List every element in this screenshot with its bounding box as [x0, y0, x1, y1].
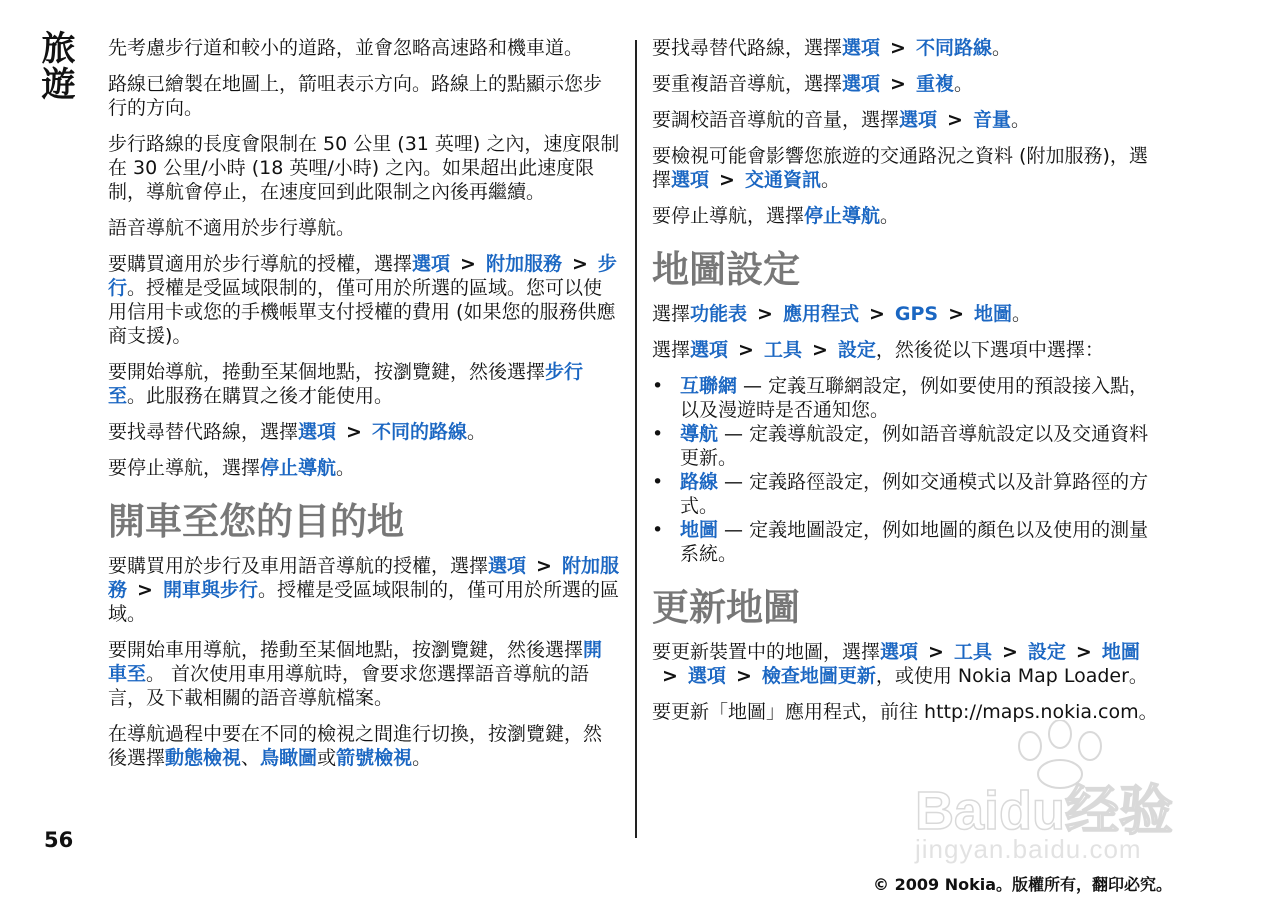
paragraph: 步行路線的長度會限制在 50 公里 (31 英哩) 之內，速度限制在 30 公里/小時 (18 英哩/小時) 之內。如果超出此速度限制，導航會停止，在速度回到此限制之內後再繼續。	[108, 133, 620, 203]
menu-link-options[interactable]: 選項	[842, 37, 881, 59]
menu-link-different-route[interactable]: 不同的路線	[371, 421, 467, 443]
menu-link-map[interactable]: 地圖	[1101, 641, 1140, 663]
text: 要停止導航，選擇	[652, 205, 805, 227]
separator: >	[571, 253, 588, 275]
paragraph	[652, 640, 1166, 688]
menu-link-settings[interactable]: 設定	[837, 339, 876, 361]
paragraph	[652, 72, 1166, 96]
menu-link-applications[interactable]: 應用程式	[782, 303, 859, 325]
paragraph	[108, 420, 620, 444]
text: 。	[412, 747, 432, 769]
text: 要開始車用導航，捲動至某個地點，按瀏覽鍵，然後選擇	[108, 639, 584, 661]
menu-link-stop-navigation[interactable]: 停止導航	[260, 457, 337, 479]
paragraph	[108, 360, 620, 408]
paragraph	[108, 456, 620, 480]
separator: >	[137, 579, 153, 601]
watermark	[905, 720, 1205, 870]
left-column	[108, 36, 620, 782]
menu-link-options[interactable]: 選項	[687, 665, 726, 687]
text: 。授權是受區域限制的，僅可用於所選的區域。您可以使用信用卡或您的手機帳單支付授權的費用 (如果您的服務供應商支援)。	[108, 277, 616, 347]
text: 要重複語音導航，選擇	[652, 73, 843, 95]
text: 要購買適用於步行導航的授權，選擇	[108, 253, 413, 275]
menu-link-walk[interactable]: 步行	[108, 253, 617, 299]
paragraph: 要更新「地圖」應用程式，前往 http://maps.nokia.com。	[652, 701, 1158, 723]
text: 。	[991, 37, 1011, 59]
menu-link-dynamic-view[interactable]: 動態檢視	[165, 747, 242, 769]
separator: >	[738, 339, 754, 361]
text: 。	[466, 421, 486, 443]
menu-link-stop-navigation[interactable]: 停止導航	[804, 205, 881, 227]
section-heading-drive: 開車至您的目的地	[108, 500, 404, 543]
separator: >	[868, 303, 885, 325]
separator: >	[928, 641, 944, 663]
text: ，或使用 Nokia Map Loader。	[875, 665, 1148, 687]
settings-list	[652, 374, 1166, 566]
menu-link-options[interactable]: 選項	[671, 169, 710, 191]
text: 。	[820, 169, 840, 191]
text: 要開始導航，捲動至某個地點，按瀏覽鍵，然後選擇	[108, 361, 546, 383]
separator: >	[890, 37, 906, 59]
text: 、	[241, 747, 261, 769]
menu-link-settings[interactable]: 設定	[1027, 641, 1066, 663]
menu-link-traffic-info[interactable]: 交通資訊	[744, 169, 821, 191]
paragraph	[652, 36, 1166, 60]
separator: >	[1075, 641, 1092, 663]
column-divider	[635, 40, 637, 838]
menu-link-arrow-view[interactable]: 箭號檢視	[336, 747, 413, 769]
list-item	[652, 422, 1166, 470]
paragraph: 路線已繪製在地圖上，箭咀表示方向。路線上的點顯示您步行的方向。	[108, 73, 603, 119]
separator: >	[1001, 641, 1018, 663]
text: 要找尋替代路線，選擇	[652, 37, 843, 59]
text: 在導航過程中要在不同的檢視之間進行切換，按瀏覽鍵，然後選擇	[108, 723, 603, 769]
menu-link-route[interactable]: 路線	[680, 471, 719, 493]
separator: >	[735, 665, 752, 687]
menu-link-volume[interactable]: 音量	[972, 109, 1011, 131]
bullet-icon: •	[652, 519, 664, 541]
separator: >	[719, 169, 735, 191]
text: 要購買用於步行及車用語音導航的授權，選擇	[108, 555, 489, 577]
menu-link-navigation[interactable]: 導航	[680, 423, 719, 445]
separator: >	[536, 555, 552, 577]
menu-link-different-route[interactable]: 不同路線	[915, 37, 992, 59]
paragraph	[108, 638, 620, 710]
section-heading-map-settings: 地圖設定	[652, 248, 800, 291]
paragraph: 語音導航不適用於步行導航。	[108, 217, 356, 239]
menu-link-options[interactable]: 選項	[842, 73, 881, 95]
paragraph	[652, 144, 1166, 192]
menu-link-options[interactable]: 選項	[690, 339, 729, 361]
paragraph	[652, 302, 1166, 326]
text: 選擇	[652, 339, 691, 361]
paragraph	[108, 722, 620, 770]
text: ，然後從以下選項中選擇：	[875, 339, 1104, 361]
text: 要停止導航，選擇	[108, 457, 261, 479]
menu-link-drive-walk[interactable]: 開車與步行	[162, 579, 258, 601]
separator: >	[947, 109, 963, 131]
menu-link-repeat[interactable]: 重複	[915, 73, 954, 95]
chapter-title: 旅遊	[35, 30, 75, 102]
menu-link-drive-to[interactable]: 開車至	[108, 639, 603, 685]
separator: >	[346, 421, 362, 443]
separator: >	[460, 253, 476, 275]
list-item	[652, 374, 1166, 422]
paragraph	[108, 554, 620, 626]
separator: >	[948, 303, 965, 325]
menu-link-tools[interactable]: 工具	[953, 641, 992, 663]
menu-link-maps[interactable]: 地圖	[974, 303, 1013, 325]
separator: >	[811, 339, 828, 361]
text: 要檢視可能會影響您旅遊的交通路況之資料 (附加服務)，選擇	[652, 145, 1148, 191]
separator: >	[757, 303, 773, 325]
menu-link-birds-eye[interactable]: 鳥瞰圖	[260, 747, 318, 769]
menu-link-check-map-updates[interactable]: 檢查地圖更新	[761, 665, 876, 687]
text: 。授權是受區域限制的，僅可用於所選的區域。	[108, 579, 619, 625]
paragraph	[652, 338, 1166, 362]
menu-link-extras[interactable]: 附加服務	[485, 253, 562, 275]
bullet-icon: •	[652, 471, 664, 493]
text: 。	[1010, 109, 1030, 131]
text: 。	[336, 457, 356, 479]
separator: >	[662, 665, 678, 687]
paragraph: 先考慮步行道和較小的道路，並會忽略高速路和機車道。	[108, 37, 584, 59]
text: 。 首次使用車用導航時，會要求您選擇語音導航的語言，及下載相關的語音導航檔案。	[108, 663, 590, 709]
text: — 定義導航設定，例如語音導航設定以及交通資料更新。	[680, 423, 1149, 469]
text: — 定義互聯網設定，例如要使用的預設接入點，以及漫遊時是否通知您。	[680, 375, 1149, 421]
section-heading-update-maps: 更新地圖	[652, 586, 800, 629]
menu-link-menu[interactable]: 功能表	[690, 303, 748, 325]
copyright-footer: © 2009 Nokia。版權所有，翻印必究。	[873, 875, 1172, 894]
text: 要調校語音導航的音量，選擇	[652, 109, 900, 131]
menu-link-options[interactable]: 選項	[880, 641, 919, 663]
menu-link-options[interactable]: 選項	[488, 555, 527, 577]
watermark-url: jingyan.baidu.com	[915, 834, 1142, 864]
bullet-icon: •	[652, 423, 664, 445]
paragraph	[108, 252, 620, 348]
menu-link-options[interactable]: 選項	[412, 253, 451, 275]
text: — 定義地圖設定，例如地圖的顏色以及使用的測量系統。	[680, 519, 1149, 565]
text: 。	[1012, 303, 1032, 325]
text: 要找尋替代路線，選擇	[108, 421, 299, 443]
text: 要更新裝置中的地圖，選擇	[652, 641, 881, 663]
menu-link-tools[interactable]: 工具	[763, 339, 802, 361]
text: 。	[880, 205, 900, 227]
menu-link-walk-to[interactable]: 步行至	[108, 361, 584, 407]
menu-link-gps[interactable]: GPS	[894, 303, 939, 325]
list-item	[652, 470, 1166, 518]
text: 或	[317, 747, 337, 769]
menu-link-options[interactable]: 選項	[298, 421, 337, 443]
menu-link-extras[interactable]: 附加服務	[108, 555, 619, 601]
separator: >	[890, 73, 906, 95]
menu-link-map[interactable]: 地圖	[680, 519, 719, 541]
paragraph	[652, 108, 1166, 132]
watermark-logo: Baidu经验	[915, 781, 1174, 841]
paragraph	[652, 204, 1166, 228]
text: 。	[953, 73, 973, 95]
text: 。此服務在購買之後才能使用。	[127, 385, 394, 407]
menu-link-options[interactable]: 選項	[899, 109, 938, 131]
bullet-icon: •	[652, 375, 664, 397]
right-column	[652, 36, 1166, 736]
menu-link-internet[interactable]: 互聯網	[680, 375, 738, 397]
page-number: 56	[44, 828, 74, 852]
text: — 定義路徑設定，例如交通模式以及計算路徑的方式。	[680, 471, 1149, 517]
list-item	[652, 518, 1166, 566]
text: 選擇	[652, 303, 691, 325]
